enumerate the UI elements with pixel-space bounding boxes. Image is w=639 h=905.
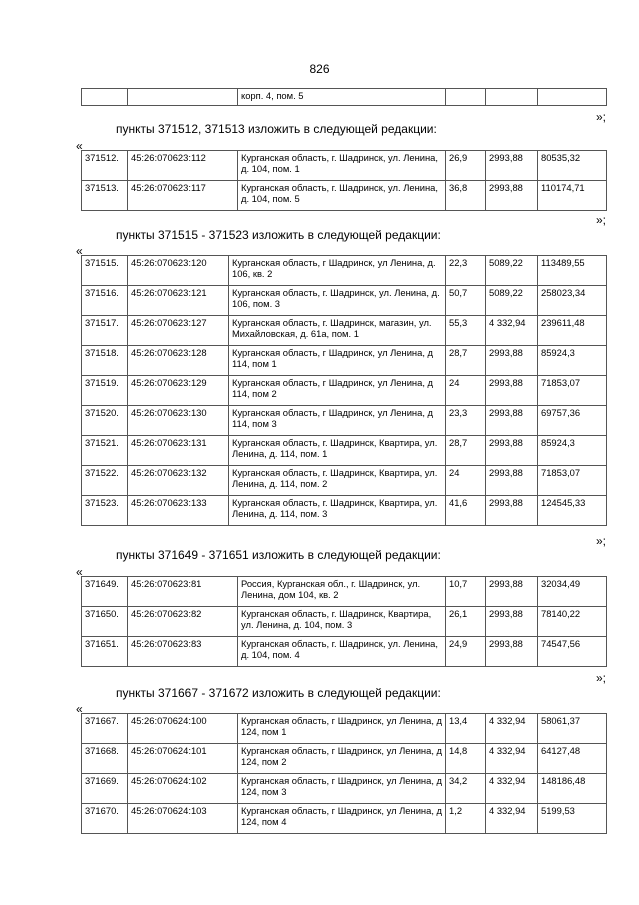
fragment-table xyxy=(81,88,607,106)
table-row xyxy=(82,376,607,406)
cell: 32034,49 xyxy=(538,577,607,607)
cell: 371651. xyxy=(82,637,128,667)
cell: 148186,48 xyxy=(538,774,607,804)
cell: 45:26:070623:128 xyxy=(128,346,229,376)
cell: 45:26:070623:127 xyxy=(128,316,229,346)
table-row xyxy=(82,637,607,667)
cell: 4 332,94 xyxy=(486,714,538,744)
cell: 34,2 xyxy=(446,774,486,804)
cell: Россия, Курганская обл., г. Шадринск, ул. Ленина, дом 104, кв. 2 xyxy=(238,577,446,607)
cell: 371521. xyxy=(82,436,128,466)
table-row xyxy=(82,151,607,181)
cell: 2993,88 xyxy=(486,466,538,496)
cell: 1,2 xyxy=(446,804,486,834)
cell: 24,9 xyxy=(446,637,486,667)
cell: 45:26:070623:129 xyxy=(128,376,229,406)
cell: 22,3 xyxy=(446,256,486,286)
cell: Курганская область, г Шадринск, ул Ленина, д 114, пом 3 xyxy=(229,406,446,436)
cell: 371516. xyxy=(82,286,128,316)
cell: 2993,88 xyxy=(486,346,538,376)
table-row xyxy=(82,496,607,526)
cell: 64127,48 xyxy=(538,744,607,774)
table-row xyxy=(82,89,607,106)
table-row xyxy=(82,256,607,286)
cell: 239611,48 xyxy=(538,316,607,346)
cell: 371669. xyxy=(82,774,128,804)
cell: 45:26:070623:132 xyxy=(128,466,229,496)
cell: 69757,36 xyxy=(538,406,607,436)
cell: 110174,71 xyxy=(538,181,607,211)
cell: 371515. xyxy=(82,256,128,286)
cell xyxy=(486,89,538,106)
cell: 45:26:070624:100 xyxy=(128,714,238,744)
cell: 71853,07 xyxy=(538,376,607,406)
cell: 14,8 xyxy=(446,744,486,774)
cell: 85924,3 xyxy=(538,346,607,376)
cell: 4 332,94 xyxy=(486,804,538,834)
cell: Курганская область, г. Шадринск, Квартира, ул. Ленина, д. 114, пом. 3 xyxy=(229,496,446,526)
section-table xyxy=(81,713,607,834)
cell: Курганская область, г. Шадринск, ул. Ленина, д. 104, пом. 1 xyxy=(238,151,446,181)
cell: Курганская область, г. Шадринск, магазин, ул. Михайловская, д. 61а, пом. 1 xyxy=(229,316,446,346)
cell: 74547,56 xyxy=(538,637,607,667)
section-table xyxy=(81,255,607,526)
table-row xyxy=(82,286,607,316)
section-heading: пункты 371649 - 371651 изложить в следующей редакции: xyxy=(116,548,441,562)
cell: 80535,32 xyxy=(538,151,607,181)
cell: Курганская область, г. Шадринск, ул. Ленина, д. 104, пом. 5 xyxy=(238,181,446,211)
table-row xyxy=(82,714,607,744)
cell xyxy=(538,89,607,106)
section-heading: пункты 371667 - 371672 изложить в следующей редакции: xyxy=(116,686,441,700)
cell: 4 332,94 xyxy=(486,316,538,346)
cell: 371523. xyxy=(82,496,128,526)
cell: 371522. xyxy=(82,466,128,496)
cell: 28,7 xyxy=(446,346,486,376)
cell: 45:26:070623:112 xyxy=(128,151,238,181)
cell: 371518. xyxy=(82,346,128,376)
cell: 28,7 xyxy=(446,436,486,466)
cell: 45:26:070623:130 xyxy=(128,406,229,436)
cell: 45:26:070623:83 xyxy=(128,637,238,667)
open-quote: « xyxy=(76,702,83,716)
table-row xyxy=(82,607,607,637)
table-row xyxy=(82,181,607,211)
cell: 5199,53 xyxy=(538,804,607,834)
cell: 371519. xyxy=(82,376,128,406)
cell: 23,3 xyxy=(446,406,486,436)
cell: Курганская область, г Шадринск, ул Ленина, д 114, пом 1 xyxy=(229,346,446,376)
close-quote: »; xyxy=(595,213,606,227)
cell: Курганская область, г Шадринск, ул Ленина, д 124, пом 4 xyxy=(238,804,446,834)
cell: 24 xyxy=(446,466,486,496)
cell: 371649. xyxy=(82,577,128,607)
cell: 124545,33 xyxy=(538,496,607,526)
cell xyxy=(446,89,486,106)
cell: 2993,88 xyxy=(486,577,538,607)
close-quote: »; xyxy=(595,110,606,124)
cell: Курганская область, г. Шадринск, Квартира, ул. Ленина, д. 114, пом. 2 xyxy=(229,466,446,496)
cell: 85924,3 xyxy=(538,436,607,466)
table-row xyxy=(82,346,607,376)
cell: 5089,22 xyxy=(486,286,538,316)
cell: 2993,88 xyxy=(486,436,538,466)
cell: Курганская область, г Шадринск, ул Ленина, д 124, пом 1 xyxy=(238,714,446,744)
cell: 10,7 xyxy=(446,577,486,607)
cell: 41,6 xyxy=(446,496,486,526)
cell: 371668. xyxy=(82,744,128,774)
cell: 113489,55 xyxy=(538,256,607,286)
cell: 371512. xyxy=(82,151,128,181)
cell: 5089,22 xyxy=(486,256,538,286)
cell: 2993,88 xyxy=(486,406,538,436)
cell: 2993,88 xyxy=(486,496,538,526)
cell: Курганская область, г Шадринск, ул Ленина, д 114, пом 2 xyxy=(229,376,446,406)
cell: 36,8 xyxy=(446,181,486,211)
cell: Курганская область, г Шадринск, ул Ленина, д 124, пом 2 xyxy=(238,744,446,774)
cell: 26,9 xyxy=(446,151,486,181)
cell: 4 332,94 xyxy=(486,744,538,774)
cell: 45:26:070624:103 xyxy=(128,804,238,834)
cell: 50,7 xyxy=(446,286,486,316)
cell xyxy=(82,89,128,106)
cell xyxy=(128,89,238,106)
cell: 45:26:070624:102 xyxy=(128,774,238,804)
cell: корп. 4, пом. 5 xyxy=(238,89,446,106)
cell: 258023,34 xyxy=(538,286,607,316)
cell: 58061,37 xyxy=(538,714,607,744)
open-quote: « xyxy=(76,565,83,579)
cell: 45:26:070623:133 xyxy=(128,496,229,526)
cell: 371650. xyxy=(82,607,128,637)
table-row xyxy=(82,577,607,607)
cell: 45:26:070623:117 xyxy=(128,181,238,211)
cell: Курганская область, г Шадринск, ул Ленина, д. 106, кв. 2 xyxy=(229,256,446,286)
cell: 45:26:070623:120 xyxy=(128,256,229,286)
cell: 2993,88 xyxy=(486,607,538,637)
cell: Курганская область, г Шадринск, ул Ленина, д 124, пом 3 xyxy=(238,774,446,804)
page-number: 826 xyxy=(309,62,330,76)
cell: 2993,88 xyxy=(486,637,538,667)
cell: 371670. xyxy=(82,804,128,834)
cell: 45:26:070624:101 xyxy=(128,744,238,774)
cell: 371520. xyxy=(82,406,128,436)
cell: 13,4 xyxy=(446,714,486,744)
cell: 2993,88 xyxy=(486,181,538,211)
cell: 78140,22 xyxy=(538,607,607,637)
cell: 45:26:070623:131 xyxy=(128,436,229,466)
section-heading: пункты 371512, 371513 изложить в следующей редакции: xyxy=(116,122,437,136)
cell: 4 332,94 xyxy=(486,774,538,804)
cell: 24 xyxy=(446,376,486,406)
section-heading: пункты 371515 - 371523 изложить в следующей редакции: xyxy=(116,228,441,242)
table-row xyxy=(82,406,607,436)
cell: 45:26:070623:121 xyxy=(128,286,229,316)
table-row xyxy=(82,466,607,496)
cell: 55,3 xyxy=(446,316,486,346)
open-quote: « xyxy=(76,139,83,153)
cell: Курганская область, г. Шадринск, Квартира, ул. Ленина, д. 104, пом. 3 xyxy=(238,607,446,637)
cell: Курганская область, г. Шадринск, ул. Ленина, д. 104, пом. 4 xyxy=(238,637,446,667)
cell: 71853,07 xyxy=(538,466,607,496)
section-table xyxy=(81,150,607,211)
cell: Курганская область, г. Шадринск, Квартира, ул. Ленина, д. 114, пом. 1 xyxy=(229,436,446,466)
cell: 2993,88 xyxy=(486,376,538,406)
table-row xyxy=(82,804,607,834)
table-row xyxy=(82,774,607,804)
table-row xyxy=(82,744,607,774)
open-quote: « xyxy=(76,244,83,258)
cell: 2993,88 xyxy=(486,151,538,181)
table-row xyxy=(82,436,607,466)
cell: 26,1 xyxy=(446,607,486,637)
close-quote: »; xyxy=(595,671,606,685)
cell: 371667. xyxy=(82,714,128,744)
cell: 371517. xyxy=(82,316,128,346)
cell: 371513. xyxy=(82,181,128,211)
table-row xyxy=(82,316,607,346)
section-table xyxy=(81,576,607,667)
cell: Курганская область, г. Шадринск, ул. Ленина, д. 106, пом. 3 xyxy=(229,286,446,316)
cell: 45:26:070623:82 xyxy=(128,607,238,637)
cell: 45:26:070623:81 xyxy=(128,577,238,607)
close-quote: »; xyxy=(595,534,606,548)
